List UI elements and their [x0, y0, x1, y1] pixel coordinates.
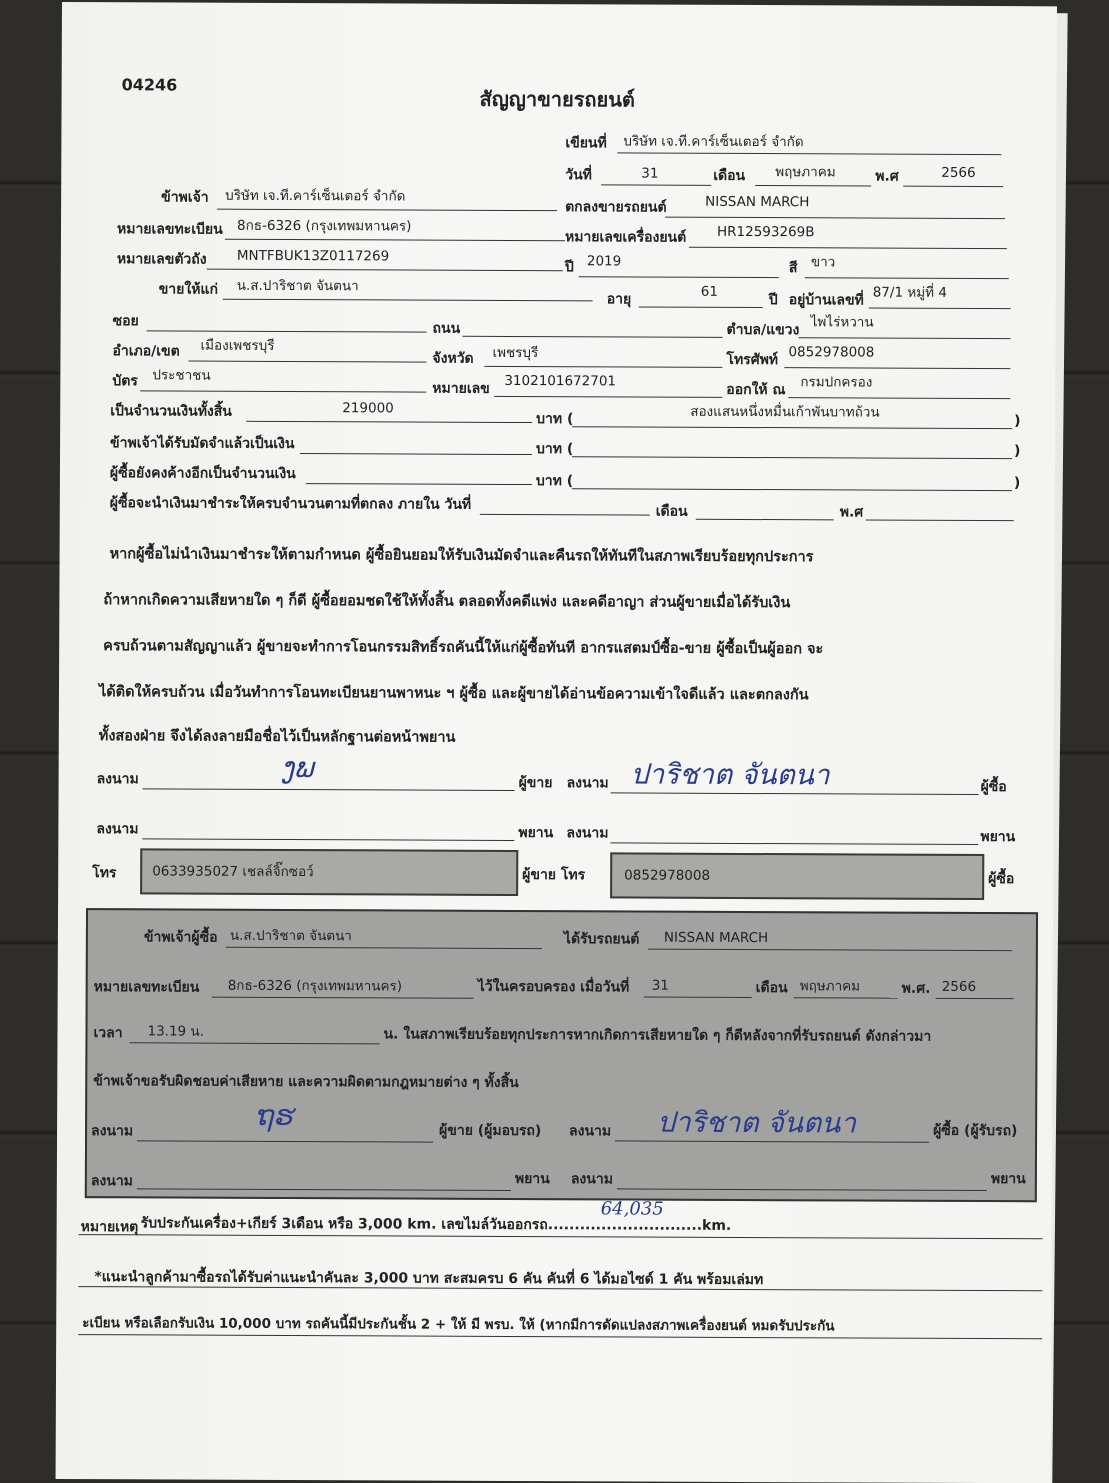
- age-line: [639, 307, 763, 309]
- amount-baht: บาท (: [536, 411, 574, 428]
- seller-sign-line: [143, 788, 515, 791]
- receipt-buyer-line: [226, 947, 542, 949]
- receipt-reg-line: [212, 997, 474, 999]
- receipt-seller-sign-line: [137, 1140, 433, 1142]
- province-value: เพชรบุรี: [492, 344, 539, 362]
- subdistrict-label: ตำบล/แขวง: [726, 321, 800, 339]
- receipt-seller-role: ผู้ขาย (ผู้มอบรถ): [439, 1122, 542, 1140]
- amount-value: 219000: [342, 400, 394, 417]
- outstanding-line: [306, 483, 532, 485]
- witness2-sign-line: [610, 842, 978, 845]
- amount-line: [246, 421, 532, 423]
- receipt-witness2-role: พยาน: [990, 1171, 1026, 1188]
- receipt-buyer-role: ผู้ซื้อ (ผู้รับรถ): [933, 1122, 1018, 1140]
- receipt-month: พฤษภาคม: [799, 978, 861, 995]
- receipt-year-label: พ.ศ.: [901, 980, 931, 997]
- written-at-line: [617, 152, 1001, 155]
- province-label: จังหวัด: [432, 350, 474, 367]
- payment-due-year-line: [866, 520, 1014, 522]
- terms-line-4: ได้ติดให้ครบถ้วน เมื่อวันทำการโอนทะเบียนยานพาหนะ ฯ ผู้ซื้อ และผู้ขายได้อ่านข้อความเข้าใจดีแล้ว และตกลงกัน: [98, 684, 809, 704]
- receipt-witness1-role: พยาน: [514, 1170, 550, 1188]
- remark-underline-3: [78, 1334, 1042, 1339]
- receipt-time-label: เวลา: [93, 1025, 123, 1042]
- buyer-line: [223, 299, 593, 302]
- id-card-line: [140, 390, 426, 392]
- contract-page: [56, 2, 1057, 1483]
- receipt-time: 13.19 น.: [147, 1023, 205, 1040]
- terms-line-5: ทั้งสองฝ่าย จึงได้ลงลายมือชื่อไว้เป็นหลักฐานต่อหน้าพยาน: [98, 728, 456, 746]
- remark-line-2: *แนะนำลูกค้ามาซื้อรถได้รับค่าแนะนำคันละ 3,000 บาท สะสมครบ 6 คัน คันที่ 6 ได้มอไซด์ 1 คัน พร้อมเล่มท: [94, 1269, 764, 1289]
- remark-line-1: รับประกันเครื่อง+เกียร์ 3เดือน หรือ 3,000 km. เลขไมล์วันออกรถ.............................km.: [140, 1215, 732, 1234]
- seller-sign-label: ลงนาม: [96, 771, 139, 788]
- soi-label: ซอย: [112, 313, 139, 330]
- phone-value: 0852978008: [788, 344, 875, 361]
- buyer-label: ขายให้แก่: [158, 281, 218, 298]
- registration-label: หมายเลขทะเบียน: [116, 221, 223, 238]
- seller-phone-box: [140, 848, 518, 896]
- date-month-line: [755, 185, 871, 187]
- witness2-role: พยาน: [980, 829, 1016, 846]
- age-unit: ปี: [768, 292, 778, 309]
- seller-line: [217, 209, 557, 211]
- engine-line: [689, 247, 1007, 249]
- receipt-buyer-label: ข้าพเจ้าผู้ซื้อ: [143, 929, 218, 946]
- phone-label: โทรศัพท์: [726, 351, 779, 369]
- receipt-liability: ข้าพเจ้าขอรับผิดชอบค่าเสียหาย และความผิดตามกฎหมายต่าง ๆ ทั้งสิ้น: [93, 1073, 519, 1092]
- remark-line-3: ะเบียน หรือเลือกรับเงิน 10,000 บาท รถคันนี้มีประกันชั้น 2 + ให้ มี พรบ. ให้ (หากมีการดัดแปลงสภาพเครื่องยนต์ หมดรับประกัน: [82, 1315, 835, 1335]
- receipt-car: NISSAN MARCH: [663, 929, 769, 947]
- buyer-phone-box: [610, 852, 984, 900]
- soi-line: [147, 330, 427, 332]
- remark-label: หมายเหตุ: [80, 1219, 139, 1236]
- witness1-sign-line: [142, 838, 514, 841]
- written-at-value: บริษัท เจ.ที.คาร์เซ็นเตอร์ จำกัด: [623, 133, 804, 151]
- id-number-line: [494, 396, 722, 398]
- deposit-label: ข้าพเจ้าได้รับมัดจำแล้วเป็นเงิน: [110, 435, 295, 453]
- receipt-buyer-name: น.ส.ปาริชาต จันตนา: [229, 927, 352, 945]
- outstanding-words-line: [572, 488, 1012, 491]
- address-label: อยู่บ้านเลขที่: [788, 292, 864, 309]
- witness2-sign-label: ลงนาม: [566, 825, 609, 842]
- page-title: สัญญาขายรถยนต์: [479, 86, 636, 112]
- outstanding-label: ผู้ซื้อยังคงค้างอีกเป็นจำนวนเงิน: [109, 465, 296, 483]
- seller-label: ข้าพเจ้า: [161, 189, 209, 206]
- issued-value: กรมปกครอง: [800, 374, 873, 391]
- receipt-time-line: [129, 1042, 379, 1044]
- written-at-label: เขียนที่: [565, 135, 607, 152]
- chassis-line: [207, 269, 563, 272]
- receipt-year: 2566: [941, 978, 977, 995]
- receipt-witness2-line: [617, 1188, 987, 1191]
- date-year: 2566: [941, 164, 976, 181]
- buyer-sign-label: ลงนาม: [566, 775, 609, 792]
- color-line: [805, 277, 1009, 279]
- doc-number: 04246: [121, 75, 178, 95]
- amount-words: สองแสนหนึ่งหมื่นเก้าพันบาทถ้วน: [690, 403, 880, 421]
- witness1-sign-label: ลงนาม: [96, 821, 139, 838]
- date-day: 31: [641, 165, 659, 182]
- engine-value: HR12593269B: [716, 223, 815, 241]
- payment-due-month-line: [696, 519, 834, 521]
- id-number-value: 3102101672701: [504, 372, 617, 390]
- id-number-label: หมายเลข: [432, 380, 490, 397]
- receipt-possession-label: ไว้ในครอบครอง เมื่อวันที่: [477, 978, 630, 996]
- district-value: เมืองเพชรบุรี: [200, 337, 275, 354]
- road-line: [463, 336, 723, 338]
- date-year-label: พ.ศ: [875, 168, 899, 185]
- registration-line: [225, 239, 565, 241]
- payment-due-year-label: พ.ศ: [839, 504, 864, 521]
- payment-due-label: ผู้ซื้อจะนำเงินมาชำระให้ครบจำนวนตามที่ตกลง ภายใน วันที่: [109, 495, 472, 513]
- model-year-value: 2019: [586, 253, 622, 270]
- buyer-value: น.ส.ปาริชาต จันตนา: [236, 277, 359, 295]
- car-model-value: NISSAN MARCH: [705, 193, 810, 211]
- receipt-reg: 8กธ-6326 (กรุงเทพมหานคร): [227, 977, 403, 995]
- date-year-line: [903, 186, 1003, 187]
- address-line: [869, 308, 1011, 310]
- receipt-reg-label: หมายเลขทะเบียน: [93, 979, 200, 996]
- subdistrict-line: [799, 337, 1011, 339]
- date-month-label: เดือน: [713, 167, 746, 184]
- chassis-label: หมายเลขตัวถัง: [116, 251, 207, 268]
- buyer-phone-value: 0852978008: [624, 867, 711, 884]
- date-month: พฤษภาคม: [775, 164, 836, 181]
- car-model-line: [665, 217, 1005, 219]
- road-label: ถนน: [432, 320, 461, 337]
- receipt-month-line: [794, 997, 898, 998]
- seller-phone-role: ผู้ขาย โทร: [522, 867, 586, 884]
- phone-line: [784, 367, 1010, 369]
- seller-phone-value: 0633935027 เชลล์จิ๊กซอว์: [152, 863, 314, 881]
- province-line: [484, 366, 722, 368]
- issued-label: ออกให้ ณ: [726, 381, 786, 399]
- payment-due-month-label: เดือน: [655, 503, 688, 520]
- amount-label: เป็นจำนวนเงินทั้งสิ้น: [110, 403, 232, 420]
- deposit-line: [300, 453, 532, 455]
- age-label: อายุ: [606, 291, 632, 308]
- remark-mileage: 64,035: [600, 1198, 664, 1220]
- receipt-witness2-label: ลงนาม: [570, 1171, 613, 1188]
- receipt-seller-sign-label: ลงนาม: [91, 1123, 134, 1140]
- district-label: อำเภอ/เขต: [112, 343, 180, 360]
- receipt-seller-signature: ຖຮ: [255, 1098, 293, 1133]
- receipt-car-line: [648, 949, 1012, 952]
- registration-value: 8กธ-6326 (กรุงเทพมหานคร): [236, 217, 412, 235]
- receipt-day-line: [644, 997, 752, 998]
- seller-phone-label: โทร: [92, 865, 117, 882]
- car-model-label: ตกลงขายรถยนต์: [565, 199, 667, 216]
- terms-line-3: ครบถ้วนตามสัญญาแล้ว ผู้ขายจะทำการโอนกรรมสิทธิ์รถคันนี้ให้แก่ผู้ซื้อทันที อากรแสตมป์ซื้อ-ขาย ผู้ซื้อเป็นผู้ออก จะ: [103, 638, 824, 658]
- receipt-month-label: เดือน: [755, 980, 788, 997]
- buyer-phone-role: ผู้ซื้อ: [988, 871, 1015, 888]
- chassis-value: MNTFBUK13Z0117269: [236, 247, 390, 265]
- buyer-role: ผู้ซื้อ: [980, 779, 1007, 796]
- seller-role: ผู้ขาย: [518, 774, 553, 792]
- color-value: ขาว: [810, 254, 836, 271]
- id-card-label: บัตร: [112, 373, 138, 390]
- color-label: สี: [788, 260, 798, 277]
- receipt-witness1-label: ลงนาม: [90, 1173, 133, 1190]
- terms-line-1: หากผู้ซื้อไม่นำเงินมาชำระให้ตามกำหนด ผู้ซื้อยินยอมให้รับเงินมัดจำและคืนรถให้ทันทีในสภาพเรียบร้อยทุกประการ: [109, 546, 814, 566]
- age-value: 61: [700, 283, 718, 300]
- terms-line-2: ถ้าหากเกิดความเสียหายใด ๆ ก็ดี ผู้ซื้อยอมชดใช้ให้ทั้งสิ้น ตลอดทั้งคดีแพ่ง และคดีอาญา ส่วนผู้ขายเมื่อได้รับเงิน: [103, 592, 791, 612]
- receipt-witness1-line: [137, 1188, 511, 1191]
- district-line: [188, 361, 426, 363]
- receipt-section: [85, 908, 1038, 1202]
- engine-label: หมายเลขเครื่องยนต์: [564, 229, 687, 246]
- seller-signature: ງພ: [280, 750, 314, 785]
- amount-words-line: [572, 426, 1012, 429]
- subdistrict-value: ไพไร่หวาน: [810, 314, 874, 331]
- amount-close: ): [1014, 413, 1021, 430]
- receipt-day: 31: [651, 977, 669, 994]
- id-card-value: ประชาชน: [152, 367, 211, 384]
- issued-line: [788, 397, 1010, 399]
- receipt-received-label: ได้รับรถยนต์: [563, 931, 640, 948]
- model-year-line: [579, 276, 779, 278]
- address-value: 87/1 หมู่ที่ 4: [872, 284, 947, 301]
- receipt-time-suffix: น. ในสภาพเรียบร้อยทุกประการหากเกิดการเสียหายใด ๆ ก็ดีหลังจากที่รับรถยนต์ ดังกล่าวมา: [383, 1026, 932, 1045]
- model-year-label: ปี: [564, 259, 574, 276]
- date-day-line: [601, 184, 711, 185]
- remark-underline-1: [79, 1234, 1043, 1239]
- deposit-words-line: [572, 456, 1012, 459]
- date-day-label: วันที่: [565, 167, 592, 184]
- receipt-year-line: [936, 998, 1014, 999]
- deposit-baht: บาท (: [536, 441, 574, 458]
- seller-value: บริษัท เจ.ที.คาร์เซ็นเตอร์ จำกัด: [225, 187, 406, 205]
- deposit-close: ): [1014, 443, 1021, 460]
- receipt-buyer-signature: ปาริชาต จันตนา: [657, 1105, 857, 1140]
- witness1-role: พยาน: [518, 824, 554, 842]
- outstanding-close: ): [1013, 475, 1021, 492]
- payment-due-day-line: [480, 514, 650, 516]
- outstanding-baht: บาท (: [535, 473, 574, 490]
- buyer-signature: ปาริชาต จันตนา: [630, 757, 830, 792]
- receipt-buyer-sign-label: ลงนาม: [569, 1123, 612, 1140]
